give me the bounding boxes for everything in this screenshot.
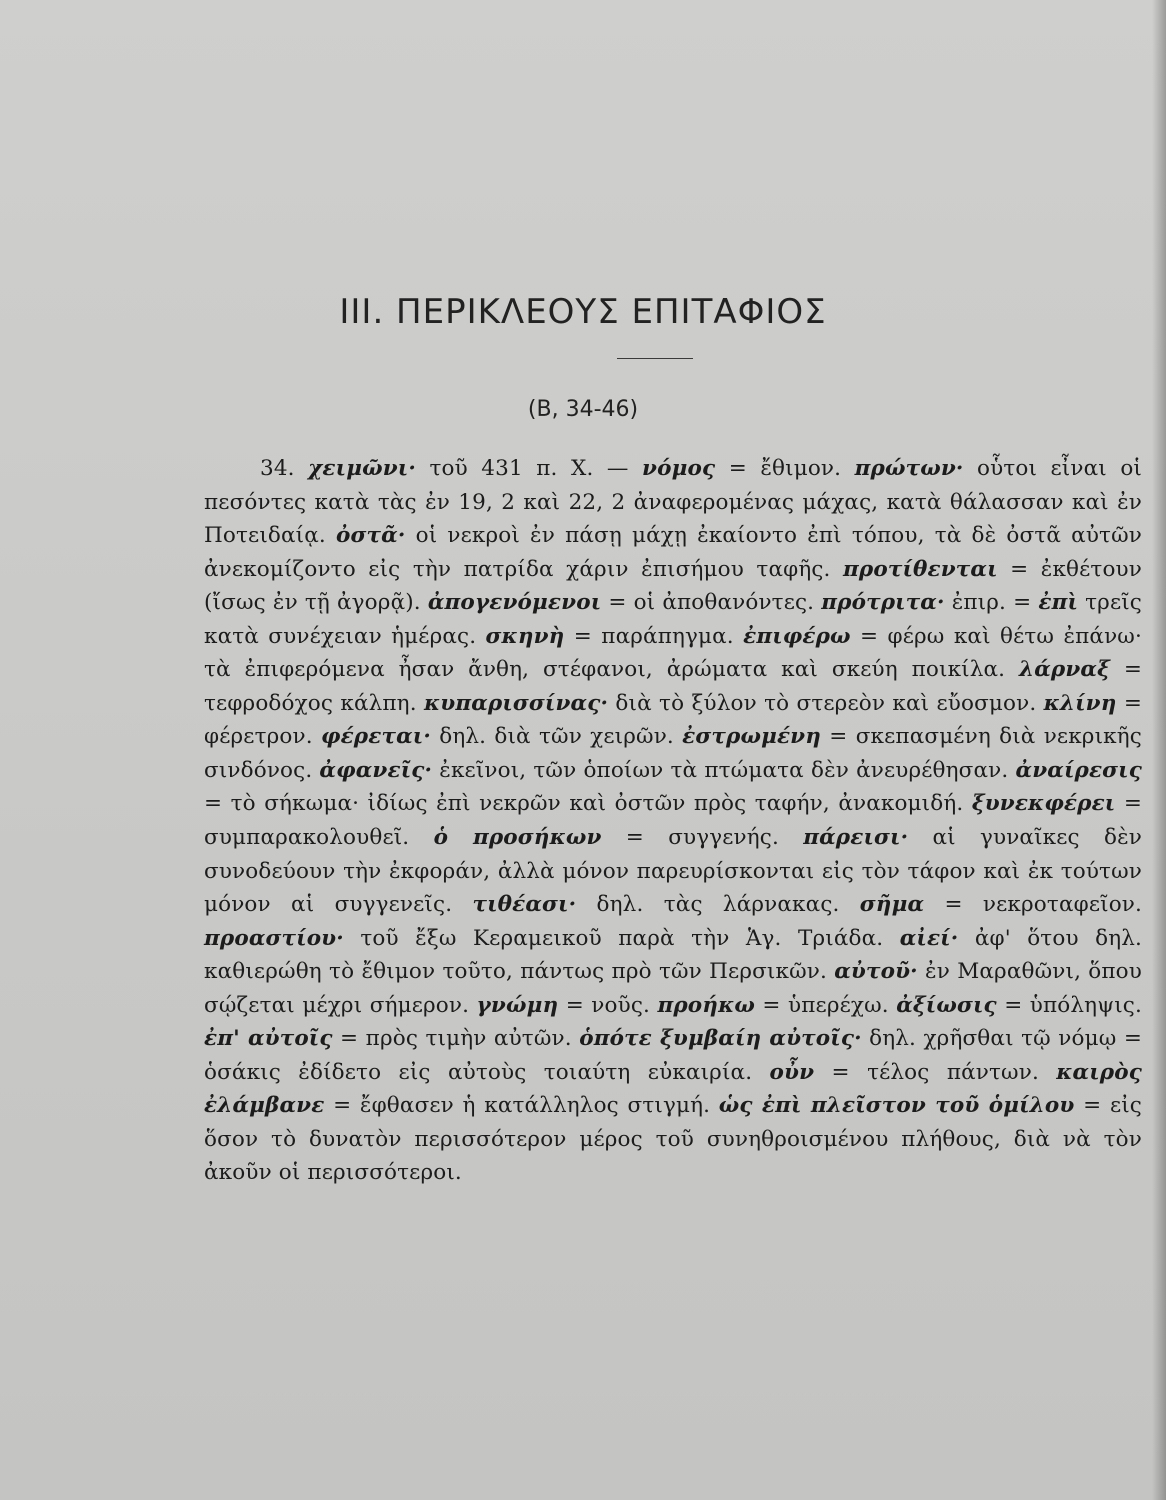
lemma-term: πάρεισι· — [803, 825, 909, 851]
lemma-term: ἐστρωμένη — [682, 724, 822, 750]
gloss-text: = φέρετρον. — [204, 690, 1142, 750]
lemma-term: ὁ προσήκων — [433, 825, 602, 851]
gloss-text: = νοῦς. — [558, 992, 658, 1018]
gloss-text: = οἱ ἀποθανόντες. — [601, 590, 822, 616]
lemma-term: ἀφανεῖς· — [319, 757, 433, 783]
page-edge-shadow — [1152, 0, 1166, 1500]
lemma-term: προαστίου· — [204, 925, 344, 951]
gloss-text: ἀφ' ὅτου δηλ. καθιερώθη τὸ ἔθιμον τοῦτο, πάντως πρὸ τῶν Περσικῶν. — [204, 925, 1142, 985]
lemma-term: ὀστᾶ· — [336, 523, 406, 549]
commentary-text — [204, 456, 1142, 1185]
lemma-term: νόμος — [642, 456, 716, 481]
gloss-text: αἱ γυναῖκες δὲν συνοδεύουν τὴν ἐκφοράν, ἀλλὰ μόνον παρευρίσκονται εἰς τὸν τάφον καὶ ἐκ τούτων μόνον αἱ συγγενεῖς. — [204, 825, 1142, 918]
chapter-title: III. ΠΕΡΙΚΛΕΟΥΣ ΕΠΙΤΑΦΙΟΣ — [339, 292, 827, 332]
lemma-term: σκηνὴ — [485, 623, 565, 649]
gloss-text: δηλ. διὰ τῶν χειρῶν. — [430, 724, 683, 750]
lemma-term: οὖν — [769, 1059, 815, 1085]
gloss-text: = νεκροταφεῖον. — [924, 892, 1142, 918]
gloss-text: = ἔφθασεν ἡ κατάλληλος στιγμή. — [324, 1093, 719, 1119]
lemma-term: πρώτων· — [854, 456, 964, 481]
lemma-term: καιρὸς ἐλάμβανε — [204, 1059, 1142, 1119]
gloss-text: = τεφροδόχος κάλπη. — [204, 657, 1143, 716]
lemma-term: πρότριτα· — [821, 590, 945, 616]
gloss-text: οἱ νεκροὶ ἐν πάσῃ μάχῃ ἐκαίοντο ἐπὶ τόπου, τὰ δὲ ὀστᾶ αὐτῶν ἀνεκομίζοντο εἰς τὴν πατρίδα χάριν ἐπισήμου ταφῆς. — [204, 523, 1143, 582]
lemma-term: λάρναξ — [1019, 657, 1111, 683]
lemma-term: γνώμη — [476, 992, 559, 1018]
lemma-term: κυπαρισσίνας· — [424, 690, 609, 716]
lemma-term: ἐπιφέρω — [743, 623, 851, 649]
gloss-text: οὗτοι εἶναι οἱ πεσόντες κατὰ τὰς ἐν 19, 2 καὶ 22, 2 ἀναφερομένας μάχας, κατὰ θάλασσαν καὶ ἐν Ποτειδαίᾳ. — [204, 456, 1143, 549]
lemma-term: ἐπ' αὐτοῖς — [204, 1026, 333, 1052]
gloss-text: = τέλος πάντων. — [814, 1059, 1057, 1085]
gloss-text: τρεῖς κατὰ συνέχειαν ἡμέρας. — [204, 590, 1142, 649]
lemma-term: ἀξίωσις — [896, 992, 997, 1018]
lemma-term: κλίνη — [1043, 690, 1117, 716]
lemma-term: προήκω — [657, 992, 755, 1018]
gloss-text: = ἐκθέτουν (ἴσως ἐν τῇ ἀγορᾷ). — [204, 556, 1143, 616]
lemma-term: τιθέασι· — [472, 892, 577, 918]
lemma-term: ὁπότε ξυμβαίη αὐτοῖς· — [579, 1026, 862, 1052]
gloss-text: δηλ. χρῆσθαι τῷ νόμῳ = ὁσάκις ἐδίδετο εἰς αὐτοὺς τοιαύτη εὐκαιρία. — [204, 1026, 1143, 1085]
gloss-text: = συγγενής. — [601, 825, 804, 851]
lemma-term: χειμῶνι· — [308, 456, 416, 481]
commentary-paragraph — [204, 452, 1142, 1190]
lemma-term: ὡς ἐπὶ πλεῖστον τοῦ ὁμίλου — [718, 1093, 1075, 1119]
gloss-text: = ἔθιμον. — [715, 456, 855, 481]
gloss-text: τοῦ ἔξω Κεραμεικοῦ παρὰ τὴν Ἁγ. Τριάδα. — [343, 925, 900, 951]
lemma-term: φέρεται· — [320, 724, 431, 750]
lemma-term: αἰεί· — [899, 925, 959, 951]
section-number: 34. — [260, 456, 295, 481]
gloss-text: τοῦ 431 π. Χ. — — [415, 456, 643, 481]
gloss-text: = σκεπασμένη διὰ νεκρικῆς σινδόνος. — [204, 724, 1142, 783]
lemma-term: αὐτοῦ· — [834, 959, 918, 985]
title-rule — [617, 358, 693, 359]
gloss-text: ἐπιρ. = — [944, 590, 1039, 616]
gloss-text: διὰ τὸ ξύλον τὸ στερεὸν καὶ εὔοσμον. — [608, 690, 1044, 716]
chapter-reference: (Β, 34-46) — [527, 397, 639, 422]
gloss-text: = εἰς ὅσον τὸ δυνατὸν περισσότερον μέρος τοῦ συνηθροισμένου πλήθους, διὰ νὰ τὸν ἀκοῦν οἱ περισσότεροι. — [204, 1093, 1143, 1186]
gloss-text: = ὑπερέχω. — [754, 992, 897, 1018]
lemma-term: ἐπὶ — [1038, 590, 1079, 616]
gloss-text: δηλ. τὰς λάρνακας. — [576, 892, 860, 918]
lemma-term: ἀπογενόμενοι — [427, 590, 602, 616]
gloss-text: = παράπηγμα. — [564, 623, 744, 649]
lemma-term: σῆμα — [859, 892, 925, 918]
gloss-text: = συμπαρακολουθεῖ. — [204, 791, 1142, 851]
gloss-text: ἐκεῖνοι, τῶν ὁποίων τὰ πτώματα δὲν ἀνευρέθησαν. — [432, 757, 1016, 783]
lemma-term: ἀναίρεσις — [1015, 757, 1142, 783]
gloss-text: = πρὸς τιμὴν αὐτῶν. — [332, 1026, 580, 1052]
lemma-term: ξυνεκφέρει — [971, 791, 1116, 817]
gloss-text: ἐν Μαραθῶνι, ὅπου σῴζεται μέχρι σήμερον. — [204, 959, 1142, 1018]
gloss-text: = φέρω καὶ θέτω ἐπάνω· τὰ ἐπιφερόμενα ἦσαν ἄνθη, στέφανοι, ἀρώματα καὶ σκεύη ποικίλα. — [204, 623, 1142, 683]
gloss-text: = τὸ σήκωμα· ἰδίως ἐπὶ νεκρῶν καὶ ὀστῶν πρὸς ταφήν, ἀνακομιδή. — [204, 791, 972, 817]
gloss-text: = ὑπόληψις. — [996, 992, 1142, 1018]
lemma-term: προτίθενται — [843, 556, 998, 582]
